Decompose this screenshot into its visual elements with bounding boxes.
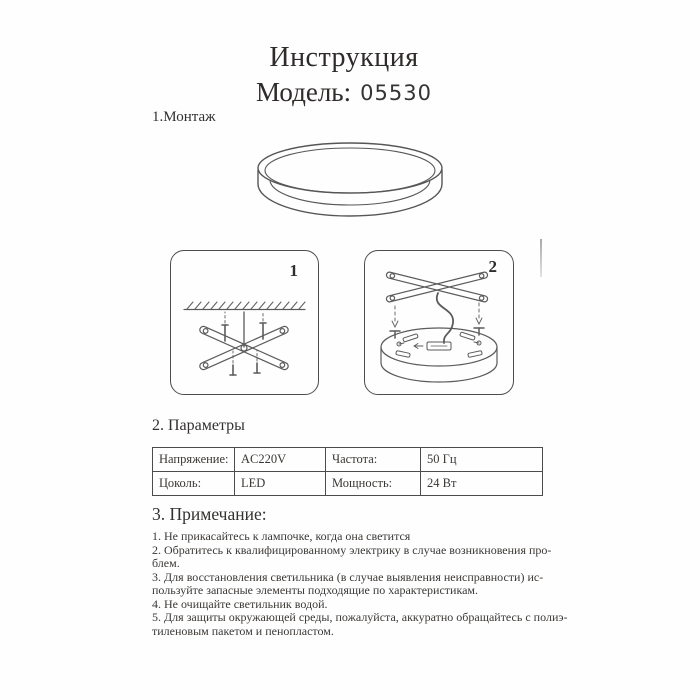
- model-number: 05530: [360, 81, 432, 105]
- note-line: пользуйте запасные элементы подходящие по характеристикам.: [152, 583, 479, 597]
- figure-box-1: [170, 250, 319, 395]
- figure2-number: 2: [488, 257, 497, 276]
- param-label-frequency: Частота:: [326, 448, 421, 472]
- param-label-voltage: Напряжение:: [153, 448, 235, 472]
- note-line: 3. Для восстановления светильника (в случае выявления неисправности) ис-: [152, 569, 544, 584]
- model-line: [0, 77, 688, 107]
- scan-artifact-mark: [540, 239, 542, 277]
- note-line: 4. Не очищайте светильник водой.: [152, 596, 328, 611]
- note-line: тиленовым пакетом и пенопластом.: [152, 623, 334, 638]
- table-row: [153, 448, 543, 472]
- lamp-drawing-icon: [240, 134, 460, 234]
- model-label: Модель:: [256, 77, 352, 107]
- param-label-power: Мощность:: [326, 472, 421, 496]
- section-heading-notes: 3. Примечание:: [152, 504, 267, 524]
- parameters-table: [152, 447, 543, 496]
- ceiling-lamp-illustration: [240, 134, 460, 234]
- param-value-voltage: AC220V: [235, 448, 326, 472]
- note-line: 5. Для защиты окружающей среды, пожалуйста, аккуратно обращайтесь с полиэ-: [152, 610, 568, 624]
- figure1-number: 1: [289, 261, 298, 280]
- section-heading-parameters: 2. Параметры: [152, 417, 245, 434]
- note-line: 2. Обратитесь к квалифицированному электрику в случае возникновения про-: [152, 542, 552, 557]
- notes-list: [152, 530, 572, 638]
- table-row: [153, 472, 543, 496]
- param-value-frequency: 50 Гц: [421, 448, 543, 472]
- param-value-power: 24 Вт: [421, 472, 543, 496]
- note-line: блем.: [152, 556, 180, 570]
- section-heading-montage: 1.Монтаж: [152, 109, 216, 125]
- param-label-socket: Цоколь:: [153, 472, 235, 496]
- note-line: 1. Не прикасайтесь к лампочке, когда она светится: [152, 529, 411, 543]
- param-value-socket: LED: [235, 472, 326, 496]
- page-title: Инструкция: [269, 42, 419, 73]
- figure-box-2: [364, 250, 514, 395]
